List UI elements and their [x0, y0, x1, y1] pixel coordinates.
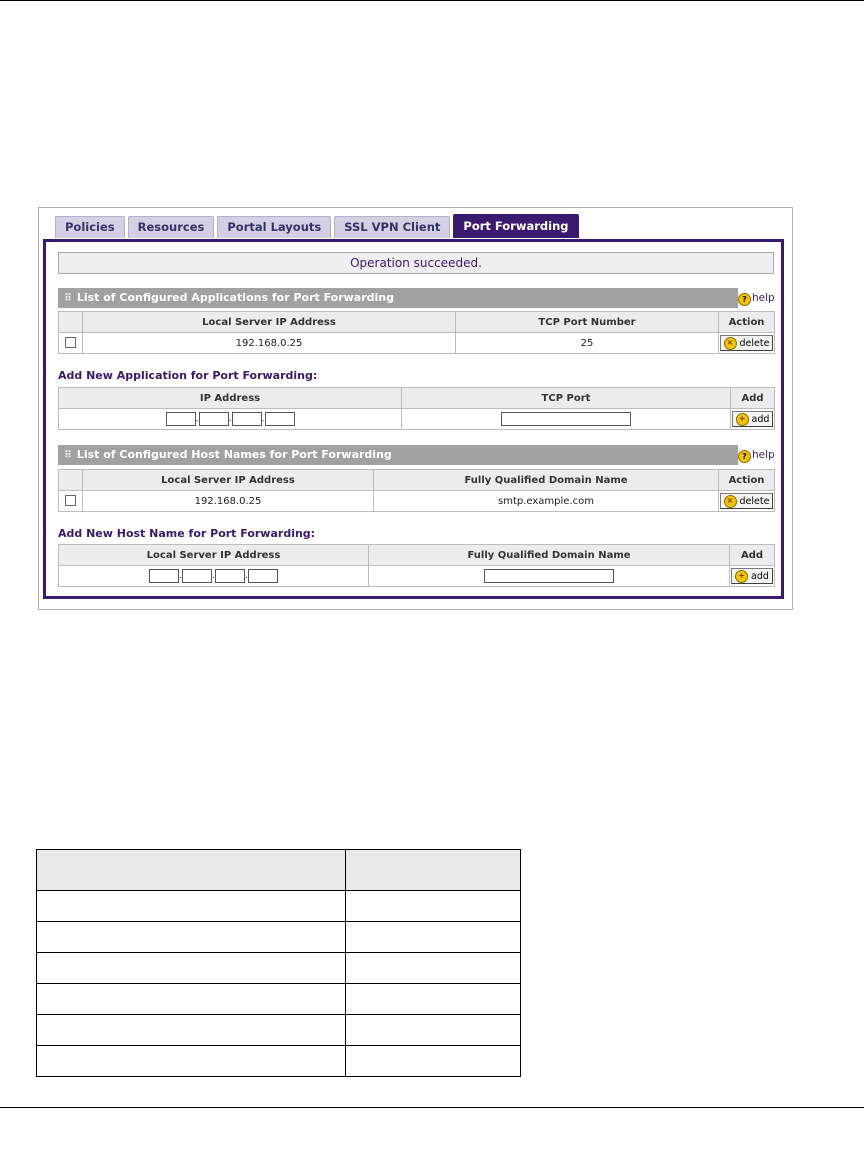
table-row	[37, 1046, 521, 1077]
row-select-checkbox[interactable]	[65, 337, 76, 348]
ip-octet-2-input[interactable]	[182, 569, 212, 583]
empty-table	[36, 849, 521, 1077]
ip-address-input-group: . . .	[59, 409, 402, 430]
hostnames-section-header	[58, 445, 774, 465]
table-row	[37, 953, 521, 984]
hostnames-section-title: List of Configured Host Names for Port Forwarding	[76, 448, 392, 461]
table-cell	[37, 1046, 346, 1077]
table-row	[37, 1015, 521, 1046]
table-row	[59, 333, 775, 354]
ip-address-input-group: . . .	[59, 566, 369, 587]
table-cell	[346, 1015, 521, 1046]
table-header-row	[59, 388, 775, 409]
table-cell	[346, 922, 521, 953]
table-cell	[346, 891, 521, 922]
table-row	[37, 984, 521, 1015]
delete-icon: ×	[724, 337, 737, 350]
delete-icon: ×	[724, 495, 737, 508]
ip-octet-4-input[interactable]	[248, 569, 278, 583]
fqdn-cell: smtp.example.com	[374, 491, 719, 512]
ip-octet-1-input[interactable]	[166, 412, 196, 426]
grip-icon: ⠿	[64, 293, 71, 304]
add-application-table	[58, 387, 775, 430]
table-row	[59, 491, 775, 512]
add-icon: +	[736, 413, 749, 426]
tab-resources[interactable]: Resources	[128, 216, 215, 238]
applications-section-header	[58, 288, 774, 308]
local-server-ip-cell: 192.168.0.25	[83, 333, 456, 354]
applications-section-title: List of Configured Applications for Port Forwarding	[76, 291, 394, 304]
tab-policies[interactable]: Policies	[55, 216, 125, 238]
column-header: TCP Port	[402, 388, 731, 409]
table-cell	[37, 1015, 346, 1046]
tab-port-forwarding[interactable]: Port Forwarding	[453, 214, 578, 238]
table-header-row	[59, 312, 775, 333]
add-application-title: Add New Application for Port Forwarding:	[58, 369, 318, 382]
tab-bar	[55, 216, 582, 239]
column-header: Fully Qualified Domain Name	[369, 545, 730, 566]
column-header: Local Server IP Address	[59, 545, 369, 566]
select-column-header	[59, 312, 83, 333]
ip-octet-4-input[interactable]	[265, 412, 295, 426]
top-rule	[0, 0, 864, 1]
table-cell	[346, 953, 521, 984]
add-icon: +	[735, 570, 748, 583]
table-cell	[37, 850, 346, 891]
help-label: help	[752, 292, 775, 304]
port-forwarding-screenshot	[38, 207, 793, 610]
add-hostname-table	[58, 544, 775, 587]
bottom-rule	[0, 1107, 864, 1108]
column-header: Fully Qualified Domain Name	[374, 470, 719, 491]
ip-octet-2-input[interactable]	[199, 412, 229, 426]
select-column-header	[59, 470, 83, 491]
row-select-checkbox[interactable]	[65, 495, 76, 506]
table-cell	[37, 953, 346, 984]
help-link-hostnames[interactable]	[738, 445, 778, 465]
add-hostname-title: Add New Host Name for Port Forwarding:	[58, 527, 316, 540]
table-cell	[346, 850, 521, 891]
delete-button[interactable]: × delete	[720, 493, 774, 509]
table-header-row	[59, 545, 775, 566]
column-header: Local Server IP Address	[83, 470, 374, 491]
table-header-row	[37, 850, 521, 891]
delete-button[interactable]: × delete	[720, 335, 774, 351]
table-cell	[346, 1046, 521, 1077]
column-header: Action	[719, 470, 775, 491]
help-icon: ?	[738, 293, 751, 306]
status-message: Operation succeeded.	[58, 252, 774, 274]
column-header: IP Address	[59, 388, 402, 409]
ip-octet-3-input[interactable]	[215, 569, 245, 583]
fqdn-input[interactable]	[484, 569, 614, 583]
tcp-port-cell: 25	[456, 333, 719, 354]
tab-portal-layouts[interactable]: Portal Layouts	[217, 216, 331, 238]
column-header: Add	[730, 545, 775, 566]
help-label: help	[752, 449, 775, 461]
column-header: Add	[731, 388, 775, 409]
column-header: TCP Port Number	[456, 312, 719, 333]
table-row	[59, 566, 775, 587]
table-row	[37, 922, 521, 953]
ip-octet-3-input[interactable]	[232, 412, 262, 426]
table-header-row	[59, 470, 775, 491]
column-header: Local Server IP Address	[83, 312, 456, 333]
table-cell	[37, 891, 346, 922]
local-server-ip-cell: 192.168.0.25	[83, 491, 374, 512]
help-icon: ?	[738, 450, 751, 463]
add-hostname-button[interactable]: + add	[731, 568, 773, 584]
help-link-applications[interactable]	[738, 288, 778, 308]
grip-icon: ⠿	[64, 450, 71, 461]
tcp-port-input[interactable]	[501, 412, 631, 426]
add-application-button[interactable]: + add	[732, 411, 774, 427]
hostnames-table	[58, 469, 775, 512]
table-row	[59, 409, 775, 430]
tab-ssl-vpn-client[interactable]: SSL VPN Client	[334, 216, 450, 238]
tab-panel	[43, 239, 784, 599]
table-cell	[346, 984, 521, 1015]
applications-table	[58, 311, 775, 354]
table-row	[37, 891, 521, 922]
ip-octet-1-input[interactable]	[149, 569, 179, 583]
column-header: Action	[719, 312, 775, 333]
table-cell	[37, 922, 346, 953]
table-cell	[37, 984, 346, 1015]
